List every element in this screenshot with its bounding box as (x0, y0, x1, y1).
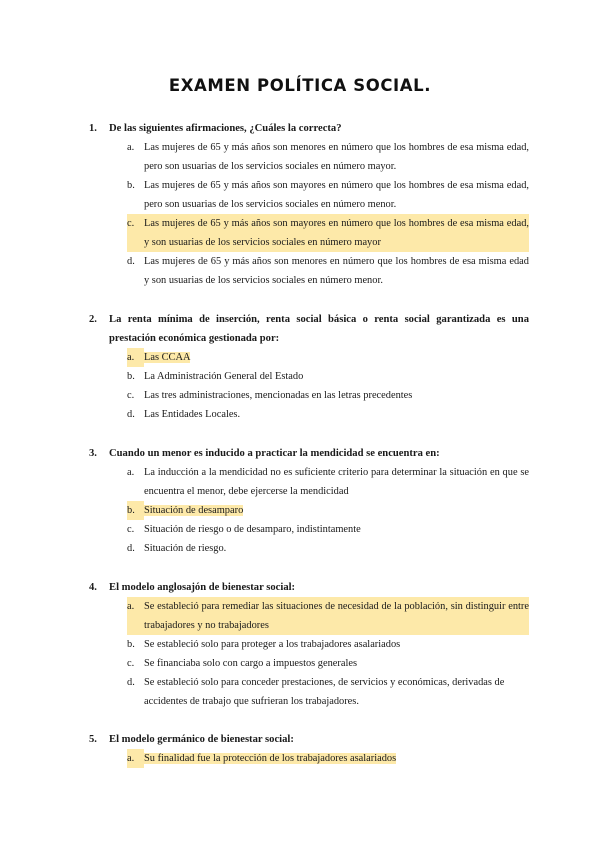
option-list (89, 463, 529, 558)
question-text: De las siguientes afirmaciones, ¿Cuáles la correcta? (109, 123, 342, 134)
option-text: Las CCAA (144, 352, 191, 363)
question-header (89, 119, 529, 138)
option-letter: c. (127, 390, 135, 401)
option-text: Se estableció solo para proteger a los trabajadores asalariados (144, 639, 401, 650)
option-text: Se estableció solo para conceder prestaciones, de servicios y económicas, derivadas de accidentes de trabajo que sufrieran los trabajadores. (144, 677, 505, 707)
question-header (89, 730, 529, 749)
option-text: Situación de riesgo. (144, 543, 227, 554)
question-number: 5. (89, 734, 97, 745)
question-4 (89, 578, 529, 711)
question-header (89, 310, 529, 348)
option-letter: a. (127, 467, 135, 478)
option-d (127, 673, 529, 711)
option-letter: a. (127, 597, 144, 635)
question-number: 1. (89, 123, 97, 134)
option-list (89, 749, 529, 768)
option-text: La inducción a la mendicidad no es suficiente criterio para determinar la situación en que se encuentra el menor, debe ejercerse la mendicidad (144, 467, 529, 497)
option-a-correct (127, 597, 529, 635)
option-letter: d. (127, 256, 135, 267)
question-header (89, 444, 529, 463)
question-number: 3. (89, 448, 97, 459)
option-b (127, 176, 529, 214)
question-text: El modelo germánico de bienestar social: (109, 734, 294, 745)
option-b (127, 635, 529, 654)
option-b (127, 367, 529, 386)
option-b-correct (127, 501, 529, 520)
option-letter: a. (127, 142, 135, 153)
option-text: Situación de desamparo (144, 505, 244, 516)
option-c (127, 520, 529, 539)
option-text: Se estableció para remediar las situaciones de necesidad de la población, sin distinguir entre trabajadores y no trabajadores (144, 597, 529, 635)
option-c-correct (127, 214, 529, 252)
option-a-correct (127, 348, 529, 367)
option-letter: a. (127, 348, 144, 367)
question-header (89, 578, 529, 597)
option-letter: b. (127, 501, 144, 520)
option-list (89, 348, 529, 424)
option-text: Las mujeres de 65 y más años son mayores en número que los hombres de esa misma edad, pero son usuarias de los servicios sociales en número menor. (144, 180, 529, 210)
question-5 (89, 730, 529, 768)
option-text: Las tres administraciones, mencionadas en las letras precedentes (144, 390, 413, 401)
question-number: 2. (89, 314, 97, 325)
question-3 (89, 444, 529, 558)
option-text: Situación de riesgo o de desamparo, indistintamente (144, 524, 361, 535)
option-a (127, 463, 529, 501)
option-letter: c. (127, 214, 144, 252)
option-d (127, 252, 529, 290)
question-1 (89, 119, 529, 290)
option-text: Las Entidades Locales. (144, 409, 241, 420)
option-letter: d. (127, 543, 135, 554)
question-text: El modelo anglosajón de bienestar social: (109, 582, 296, 593)
option-c (127, 386, 529, 405)
question-number: 4. (89, 582, 97, 593)
option-text: Se financiaba solo con cargo a impuestos generales (144, 658, 358, 669)
document-title: EXAMEN POLÍTICA SOCIAL. (168, 76, 432, 95)
option-list (89, 138, 529, 290)
option-letter: a. (127, 749, 144, 768)
option-letter: b. (127, 180, 135, 191)
option-text: La Administración General del Estado (144, 371, 304, 382)
option-d (127, 539, 529, 558)
option-list (89, 597, 529, 711)
question-text: La renta mínima de inserción, renta social básica o renta social garantizada es una prestación económica gestionada por: (109, 314, 529, 344)
option-a-correct (127, 749, 529, 768)
option-letter: b. (127, 371, 135, 382)
option-letter: c. (127, 524, 135, 535)
option-letter: d. (127, 677, 135, 688)
option-text: Las mujeres de 65 y más años son menores en número que los hombres de esa misma edad y son usuarias de los servicios sociales en número menor. (144, 256, 529, 286)
option-letter: c. (127, 658, 135, 669)
option-letter: b. (127, 639, 135, 650)
option-letter: d. (127, 409, 135, 420)
option-text: Su finalidad fue la protección de los trabajadores asalariados (144, 753, 397, 764)
question-text: Cuando un menor es inducido a practicar la mendicidad se encuentra en: (109, 448, 440, 459)
option-a (127, 138, 529, 176)
option-text: Las mujeres de 65 y más años son mayores en número que los hombres de esa misma edad, y son usuarias de los servicios sociales en número mayor (144, 214, 529, 252)
question-2 (89, 310, 529, 424)
option-text: Las mujeres de 65 y más años son menores en número que los hombres de esa misma edad, pero son usuarias de los servicios sociales en número mayor. (144, 142, 529, 172)
option-d (127, 405, 529, 424)
option-c (127, 654, 529, 673)
